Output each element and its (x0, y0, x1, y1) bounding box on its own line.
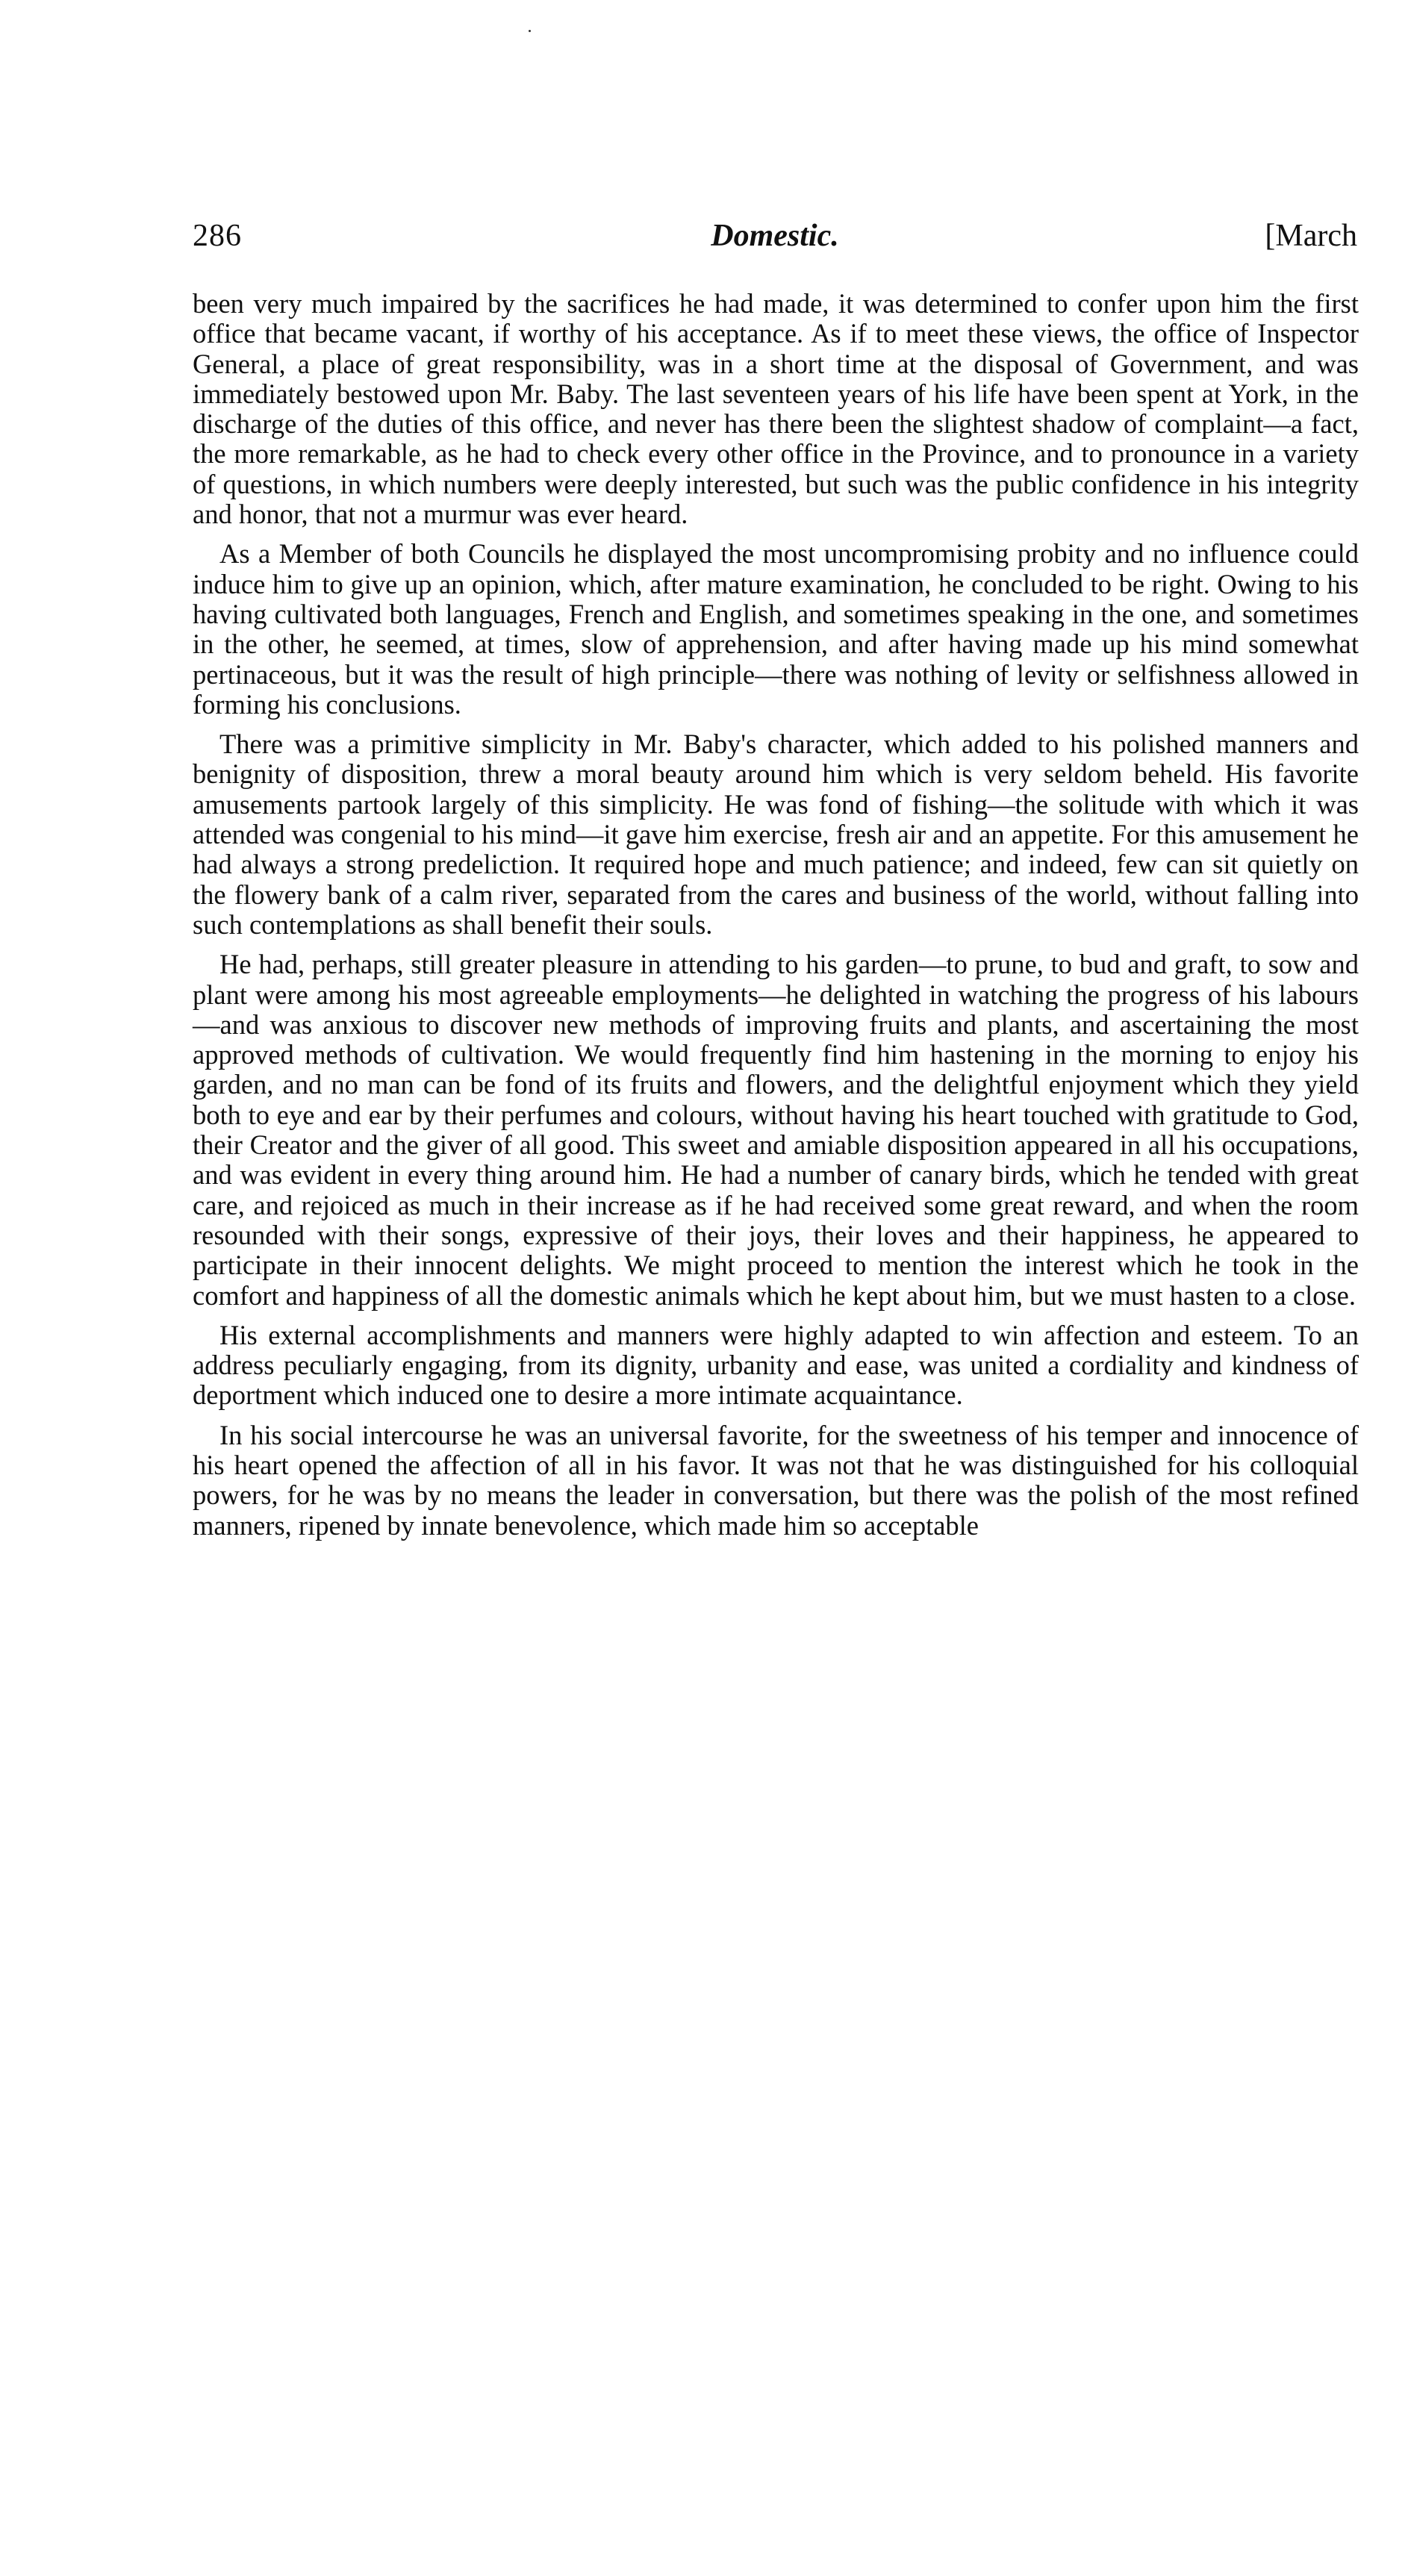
paragraph-1: been very much impaired by the sacrifices he had made, it was determined to confer upon him the first office that became vacant, if worthy of his acceptance. As if to meet these views, the office of Inspector General, a place of great responsibility, was in a short time at the disposal of Government, and was immediately bestowed upon Mr. Baby. The last seventeen years of his life have been spent at York, in the discharge of the duties of this office, and never has there been the slightest shadow of complaint—a fact, the more remarkable, as he had to check every other office in the Province, and to pronounce in a variety of questions, in which numbers were deeply interested, but such was the public confidence in his integrity and honor, that not a murmur was ever heard. (193, 288, 1359, 530)
page-header (193, 218, 1357, 257)
page-body (193, 289, 1359, 1550)
running-month: [March (1265, 219, 1357, 253)
paragraph-6: In his social intercourse he was an universal favorite, for the sweetness of his temper and innocence of his heart opened the affection of all in his favor. It was not that he was distinguished for his colloquial powers, for he was by no means the leader in conversation, but there was the polish of the most refined manners, ripened by innate benevolence, which made him so acceptable (193, 1419, 1359, 1541)
paragraph-2: As a Member of both Councils he displayed the most uncompromising probity and no influence could induce him to give up an opinion, which, after mature examination, he concluded to be right. Owing to his having cultivated both languages, French and English, and sometimes speaking in the one, and sometimes in the other, he seemed, at times, slow of apprehension, and after having made up his mind somewhat pertinaceous, but it was the result of high principle—there was nothing of levity or selfishness allowed in forming his conclusions. (193, 538, 1359, 720)
page-number: 286 (193, 219, 242, 253)
paragraph-3: There was a primitive simplicity in Mr. Baby's character, which added to his polished manners and benignity of disposition, threw a moral beauty around him which is very seldom beheld. His favorite amusements partook largely of this simplicity. He was fond of fishing—the solitude with which it was attended was congenial to his mind—it gave him exercise, fresh air and an appetite. For this amusement he had always a strong predeliction. It required hope and much patience; and indeed, few can sit quietly on the flowery bank of a calm river, separated from the cares and business of the world, without falling into such contemplations as shall benefit their souls. (193, 729, 1359, 940)
paragraph-4: He had, perhaps, still greater pleasure in attending to his garden—to prune, to bud and graft, to sow and plant were among his most agreeable employments—he delighted in watching the progress of his labours—and was anxious to discover new methods of improving fruits and plants, and ascertaining the most approved methods of cultivation. We would frequently find him hastening in the morning to enjoy his garden, and no man can be fond of its fruits and flowers, and the delightful enjoyment which they yield both to eye and ear by their perfumes and colours, without having his heart touched with gratitude to God, their Creator and the giver of all good. This sweet and amiable disposition appeared in all his occupations, and was evident in every thing around him. He had a number of canary birds, which he tended with great care, and rejoiced as much in their increase as if he had received some great reward, and when the room resounded with their songs, expressive of their joys, their loves and their happiness, he appeared to participate in their innocent delights. We might proceed to mention the interest which he took in the comfort and happiness of all the domestic animals which he kept about him, but we must hasten to a close. (193, 949, 1359, 1311)
paragraph-5: His external accomplishments and manners were highly adapted to win affection and esteem. To an address peculiarly engaging, from its dignity, urbanity and ease, was united a cordiality and kindness of deportment which induced one to desire a more intimate acquaintance. (193, 1319, 1359, 1411)
print-speck (529, 30, 531, 32)
running-title: Domestic. (711, 219, 839, 253)
